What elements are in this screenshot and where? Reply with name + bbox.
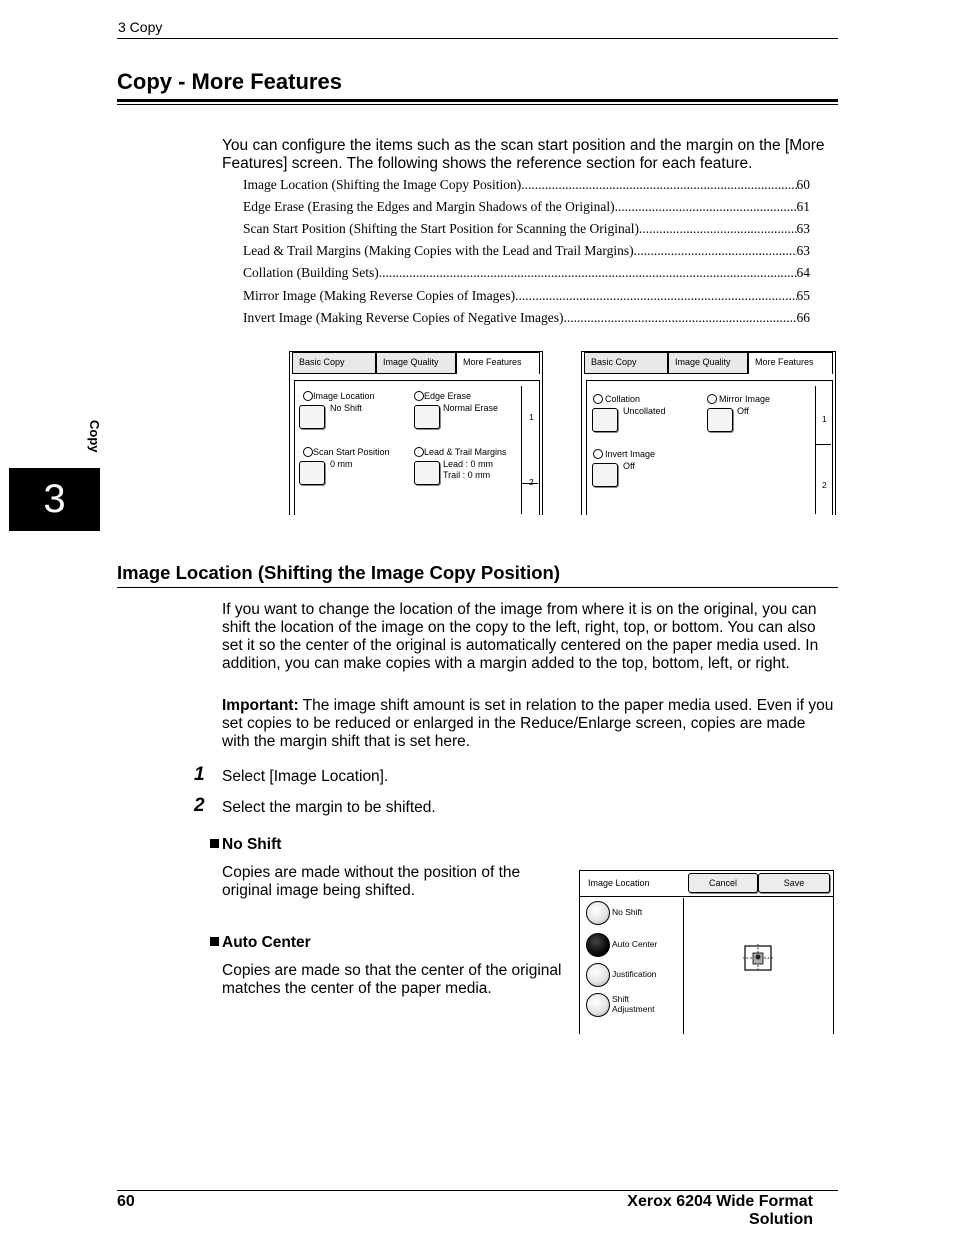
running-head: 3 Copy xyxy=(118,19,163,35)
toc-entry-6[interactable] xyxy=(243,288,810,304)
invert-image-button[interactable] xyxy=(592,463,618,487)
toc-leader xyxy=(379,265,797,281)
title-rule xyxy=(117,99,838,102)
toc-leader xyxy=(521,177,796,193)
toc-page: 63 xyxy=(796,243,810,258)
divider xyxy=(683,898,684,1034)
toc-text: Mirror Image (Making Reverse Copies of Images) xyxy=(243,288,516,303)
no-shift-heading: No Shift xyxy=(222,836,282,853)
auto-center-heading: Auto Center xyxy=(222,934,311,951)
screen-title: Image Location xyxy=(588,878,650,888)
bullet-square-icon xyxy=(210,937,219,946)
toc-page: 63 xyxy=(796,221,810,236)
toc-page: 61 xyxy=(796,199,810,214)
cancel-button[interactable]: Cancel xyxy=(688,873,758,893)
tab-basic-copy[interactable]: Basic Copy xyxy=(584,352,668,374)
intro-paragraph: You can configure the items such as the scan start position and the margin on the [More Features] screen. The following shows the reference section for each feature. xyxy=(222,137,825,172)
toc-entry-7[interactable] xyxy=(243,310,810,326)
toc-entry-5[interactable] xyxy=(243,265,810,281)
invert-image-value: Off xyxy=(623,461,635,471)
toc-text: Edge Erase (Erasing the Edges and Margin Shadows of the Original) xyxy=(243,199,615,214)
product-name: Xerox 6204 Wide Format Solution xyxy=(627,1193,813,1228)
page-scroll[interactable] xyxy=(815,386,831,514)
lead-trail-button[interactable] xyxy=(414,461,440,485)
toc-leader xyxy=(564,310,797,326)
edge-erase-value: Normal Erase xyxy=(443,403,499,413)
more-features-screen-1 xyxy=(289,351,543,515)
tab-basic-copy[interactable]: Basic Copy xyxy=(292,352,376,374)
no-shift-option: No Shift xyxy=(612,907,643,917)
lead-trail-label: Lead & Trail Margins xyxy=(424,447,507,457)
centered-page-icon xyxy=(743,944,773,972)
auto-center-description: Copies are made so that the center of the original matches the center of the paper media. xyxy=(222,962,562,997)
no-shift-description: Copies are made without the position of the original image being shifted. xyxy=(222,864,521,899)
collation-label: Collation xyxy=(605,394,641,404)
radio-icon xyxy=(303,391,313,401)
scan-start-label: Scan Start Position xyxy=(313,447,390,457)
radio-icon xyxy=(593,394,603,404)
bullet-square-icon xyxy=(210,839,219,848)
no-shift-radio[interactable] xyxy=(586,901,610,925)
toc-leader xyxy=(634,243,797,259)
step-number: 2 xyxy=(194,795,205,816)
image-location-label: Image Location xyxy=(313,391,375,401)
toc-text: Image Location (Shifting the Image Copy Position) xyxy=(243,177,522,192)
toc-text: Lead & Trail Margins (Making Copies with the Lead and Trail Margins) xyxy=(243,243,634,258)
step-text: Select the margin to be shifted. xyxy=(222,799,436,816)
toc-entry-3[interactable] xyxy=(243,221,810,237)
image-location-screen xyxy=(579,870,834,1034)
edge-erase-button[interactable] xyxy=(414,405,440,429)
toc-entry-1[interactable] xyxy=(243,177,810,193)
toc-leader xyxy=(615,199,797,215)
side-chapter-label: Copy xyxy=(87,420,102,453)
toc-entry-4[interactable] xyxy=(243,243,810,259)
title-rule-thin xyxy=(117,104,838,105)
tab-more-features[interactable]: More Features xyxy=(456,352,540,374)
important-note xyxy=(222,697,836,751)
section-paragraph: If you want to change the location of the image from where it is on the original, you can shift the location of the image on the copy to the left, right, top, or bottom. You can also set it so the center of the original is automatically centered on the paper media used. In addition, you can make copies with a margin added to the top, bottom, left, or right. xyxy=(222,601,819,672)
toc-text: Scan Start Position (Shifting the Start Position for Scanning the Original) xyxy=(243,221,639,236)
page-number: 60 xyxy=(117,1193,135,1210)
step-number: 1 xyxy=(194,764,205,785)
toc-page: 65 xyxy=(796,288,810,303)
auto-center-option: Auto Center xyxy=(612,939,658,949)
more-features-screen-2 xyxy=(581,351,836,515)
shift-adjustment-radio[interactable] xyxy=(586,993,610,1017)
step-text: Select [Image Location]. xyxy=(222,768,389,785)
trail-value: Trail : 0 mm xyxy=(443,470,491,480)
page-title: Copy - More Features xyxy=(117,69,342,94)
tab-more-features[interactable]: More Features xyxy=(748,352,833,374)
tab-image-quality[interactable]: Image Quality xyxy=(376,352,456,374)
edge-erase-label: Edge Erase xyxy=(424,391,472,401)
important-label: Important: xyxy=(222,697,299,714)
lead-value: Lead : 0 mm xyxy=(443,459,494,469)
radio-icon xyxy=(414,391,424,401)
justification-radio[interactable] xyxy=(586,963,610,987)
image-location-button[interactable] xyxy=(299,405,325,429)
mirror-image-label: Mirror Image xyxy=(719,394,771,404)
important-text: The image shift amount is set in relation to the paper media used. Even if you set copies to be reduced or enlarged in the Reduce/Enlarge screen, copies are made with the margin shift that is set here. xyxy=(222,697,834,750)
radio-icon xyxy=(303,447,313,457)
toc-page: 64 xyxy=(796,265,810,280)
side-chapter-tab: 3 xyxy=(9,468,100,531)
image-location-value: No Shift xyxy=(330,403,363,413)
page-1-indicator: 1 xyxy=(529,412,534,422)
tab-image-quality[interactable]: Image Quality xyxy=(668,352,748,374)
invert-image-label: Invert Image xyxy=(605,449,656,459)
toc-page: 60 xyxy=(796,177,810,192)
toc-entry-2[interactable] xyxy=(243,199,810,215)
toc-text: Invert Image (Making Reverse Copies of Negative Images) xyxy=(243,310,564,325)
divider xyxy=(580,896,833,897)
scan-start-value: 0 mm xyxy=(330,459,353,469)
auto-center-radio[interactable] xyxy=(586,933,610,957)
scan-start-button[interactable] xyxy=(299,461,325,485)
collation-value: Uncollated xyxy=(623,406,666,416)
justification-option: Justification xyxy=(612,969,657,979)
mirror-image-button[interactable] xyxy=(707,408,733,432)
save-button[interactable]: Save xyxy=(758,873,830,893)
toc-text: Collation (Building Sets) xyxy=(243,265,379,280)
radio-icon xyxy=(414,447,424,457)
page-scroll[interactable] xyxy=(521,386,538,514)
page-2-indicator: 2 xyxy=(529,477,534,487)
collation-button[interactable] xyxy=(592,408,618,432)
radio-icon xyxy=(707,394,717,404)
footer-rule xyxy=(117,1190,838,1191)
page-2-indicator: 2 xyxy=(822,480,827,490)
section-heading: Image Location (Shifting the Image Copy Position) xyxy=(117,562,560,583)
toc-page: 66 xyxy=(796,310,810,325)
header-rule xyxy=(117,38,838,39)
shift-adjustment-option: Shift Adjustment xyxy=(612,994,655,1014)
toc-leader xyxy=(515,288,796,304)
mirror-image-value: Off xyxy=(737,406,749,416)
page-1-indicator: 1 xyxy=(822,414,827,424)
section-rule xyxy=(117,587,838,588)
radio-icon xyxy=(593,449,603,459)
toc-leader xyxy=(639,221,797,237)
